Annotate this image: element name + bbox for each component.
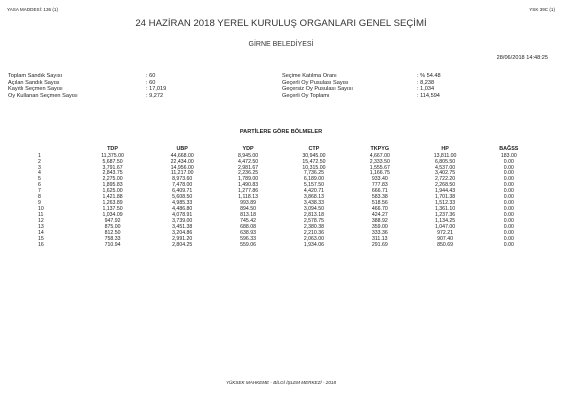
table-cell: 0.00 [503, 200, 514, 207]
table-cell: 0.00 [503, 218, 514, 225]
summary-value: : 9,272 [146, 92, 164, 99]
row-index: 12 [38, 218, 44, 225]
table-cell: 5,687.50 [102, 158, 123, 165]
table-cell: 183.00 [500, 152, 517, 159]
column-header [38, 146, 78, 154]
table-cell: 5,157.50 [303, 182, 325, 189]
table-cell: 2,722.20 [434, 176, 456, 183]
table-cell: 972.21 [437, 229, 454, 236]
table-cell: 0.00 [503, 182, 514, 189]
table-cell: 850.69 [437, 241, 454, 248]
table-cell: 3,868.13 [303, 194, 325, 201]
row-index: 14 [38, 229, 44, 236]
table-cell: 2,275.00 [102, 176, 123, 183]
table-cell: 4,472.50 [237, 158, 259, 165]
table-cell: 2,268.50 [434, 182, 456, 189]
table-cell: 559.06 [240, 241, 256, 248]
table-cell: 13,811.00 [433, 152, 457, 159]
table-cell: 2,813.18 [303, 212, 325, 219]
report-datetime: 28/06/2018 14:48:25 [496, 55, 548, 61]
column-header: CTP [308, 146, 320, 152]
table-cell: 1,277.86 [237, 188, 259, 195]
table-cell: 15,472.50 [302, 158, 326, 165]
table-cell: 0.00 [503, 158, 514, 165]
table-cell: 4,537.00 [434, 164, 456, 171]
column-header: BAĞSS [499, 146, 519, 152]
summary-value: : 60 [146, 79, 156, 86]
table-cell: 1,047.00 [434, 224, 456, 231]
table-cell: 1,512.33 [434, 200, 456, 207]
table-cell: 4,420.71 [303, 188, 325, 195]
summary-value: : 8,238 [417, 79, 435, 86]
summary-value: : 17,019 [146, 86, 167, 93]
table-cell: 1,134.25 [434, 218, 456, 225]
table-cell: 6,189.00 [303, 176, 325, 183]
table-cell: 1,555.67 [369, 164, 390, 171]
table-cell: 2,210.36 [303, 229, 325, 236]
table-cell: 3,094.50 [303, 206, 325, 213]
summary-label: Geçersiz Oy Pusulası Sayısı [282, 86, 353, 93]
table-cell: 2,843.75 [102, 170, 123, 177]
table-cell: 1,421.88 [102, 194, 123, 201]
table-cell: 7,478.00 [172, 182, 193, 189]
table-cell: 0.00 [503, 170, 514, 177]
table-cell: 583.38 [371, 194, 388, 201]
column-header: HP [441, 146, 449, 152]
table-cell: 2,063.00 [303, 235, 325, 242]
row-index: 1 [38, 152, 41, 159]
table-cell: 1,166.75 [369, 170, 390, 177]
row-index: 13 [38, 224, 44, 231]
summary-label: Geçerli Oy Pusulası Sayısı [282, 79, 349, 86]
table-cell: 875.00 [104, 224, 121, 231]
table-cell: 6,805.50 [434, 158, 456, 165]
table-cell: 0.00 [503, 241, 514, 248]
table-cell: 0.00 [503, 229, 514, 236]
table-row [38, 243, 538, 249]
column-header: UBP [176, 146, 188, 152]
summary-label: Seçime Katılma Oranı [282, 73, 337, 79]
table-cell: 22,434.00 [170, 158, 194, 165]
table-cell: 14,956.00 [170, 164, 194, 171]
table-cell: 1,237.36 [434, 212, 456, 219]
table-cell: 1,263.89 [102, 200, 123, 207]
table-cell: 1,034.09 [102, 212, 123, 219]
table-cell: 10,315.00 [302, 164, 326, 171]
table-cell: 638.93 [240, 229, 256, 236]
form-code-right: YSK 39C (1) [529, 7, 555, 12]
table-cell: 518.56 [371, 200, 388, 207]
table-cell: 2,804.25 [172, 241, 193, 248]
table-cell: 291.69 [371, 241, 388, 248]
row-index: 9 [38, 200, 41, 207]
table-cell: 44,668.00 [170, 152, 194, 159]
table-cell: 933.40 [371, 176, 388, 183]
table-cell: 3,402.75 [434, 170, 456, 177]
table-cell: 1,137.50 [102, 206, 123, 213]
table-cell: 5,608.50 [172, 194, 193, 201]
page-title: 24 HAZİRAN 2018 YEREL KURULUŞ ORGANLARI GENEL SEÇİMİ [135, 18, 427, 29]
table-cell: 424.27 [371, 212, 388, 219]
footer-text: YÜKSEK MAHKEME - BİLGİ İŞLEM MERKEZİ - 2018 [225, 380, 337, 385]
table-cell: 1,944.43 [434, 188, 456, 195]
summary-label: Geçerli Oy Toplamı [282, 92, 330, 99]
table-cell: 0.00 [503, 164, 514, 171]
table-cell: 8,945.00 [237, 152, 259, 159]
table-cell: 30,945.00 [302, 152, 326, 159]
table-cell: 2,333.50 [369, 158, 390, 165]
table-cell: 947.92 [104, 218, 121, 225]
table-cell: 758.33 [104, 235, 121, 242]
table-cell: 745.42 [240, 218, 256, 225]
table-cell: 11,217.00 [170, 170, 194, 177]
table-cell: 3,438.33 [303, 200, 325, 207]
table-cell: 1,701.38 [434, 194, 456, 201]
table-cell: 466.70 [371, 206, 388, 213]
table-cell: 4,078.91 [172, 212, 193, 219]
column-header: TDP [107, 146, 118, 152]
table-cell: 1,895.83 [102, 182, 123, 189]
table-cell: 4,486.80 [172, 206, 193, 213]
table-cell: 1,625.00 [102, 188, 123, 195]
row-index: 3 [38, 164, 41, 171]
table-cell: 0.00 [503, 194, 514, 201]
table-cell: 993.89 [240, 200, 256, 207]
table-cell: 359.00 [371, 224, 388, 231]
table-cell: 7,736.25 [303, 170, 325, 177]
table-cell: 1,490.83 [237, 182, 259, 189]
summary-value: : 114,594 [417, 92, 440, 99]
table-cell: 4,667.00 [369, 152, 390, 159]
municipality-name: GİRNE BELEDİYESİ [248, 41, 314, 48]
summary-label: Toplam Sandık Sayısı [8, 73, 63, 79]
column-header: YDP [242, 146, 254, 152]
table-cell: 2,578.75 [303, 218, 325, 225]
table-cell: 1,118.13 [238, 194, 258, 201]
table-cell: 6,409.71 [172, 188, 193, 195]
table-cell: 813.18 [240, 212, 256, 219]
row-index: 5 [38, 176, 41, 183]
table-cell: 0.00 [503, 212, 514, 219]
table-cell: 777.83 [371, 182, 388, 189]
row-index: 8 [38, 194, 41, 201]
legal-code-left: YASA MADDESİ: 136 (1) [7, 7, 58, 12]
row-index: 15 [38, 235, 44, 242]
table-cell: 3,791.67 [102, 164, 123, 171]
column-header: TKPYG [370, 146, 390, 152]
row-index: 7 [38, 188, 41, 195]
summary-value: : 60 [146, 73, 156, 79]
table-cell: 596.33 [240, 235, 256, 242]
table-cell: 894.50 [240, 206, 256, 213]
table-cell: 1,361.10 [434, 206, 456, 213]
row-index: 6 [38, 182, 41, 189]
table-cell: 666.71 [371, 188, 388, 195]
summary-value: : 1,034 [417, 86, 435, 93]
table-cell: 2,236.25 [237, 170, 259, 177]
table-cell: 0.00 [503, 188, 514, 195]
table-cell: 1,934.06 [303, 241, 325, 248]
table-cell: 710.94 [104, 241, 121, 248]
section-title: PARTİLERE GÖRE BÖLMELER [239, 129, 323, 135]
summary-label: Oy Kullanan Seçmen Sayısı [8, 92, 78, 99]
row-index: 10 [38, 206, 44, 213]
table-cell: 0.00 [503, 206, 514, 213]
row-index: 2 [38, 158, 41, 165]
table-cell: 333.36 [371, 229, 388, 236]
table-cell: 688.08 [240, 224, 256, 231]
summary-value: : % 54.48 [417, 73, 441, 79]
table-cell: 2,380.38 [303, 224, 325, 231]
row-index: 4 [38, 170, 41, 177]
row-index: 16 [38, 241, 44, 248]
table-cell: 3,739.00 [172, 218, 193, 225]
table-cell: 0.00 [503, 224, 514, 231]
summary-label: Kayıtlı Seçmen Sayısı [8, 86, 63, 93]
table-cell: 8,973.60 [172, 176, 193, 183]
table-cell: 388.92 [371, 218, 388, 225]
summary-label: Açılan Sandık Sayısı [8, 79, 60, 86]
table-cell: 1,789.00 [237, 176, 259, 183]
table-cell: 3,204.86 [172, 229, 193, 236]
table-body [38, 154, 538, 249]
table-cell: 907.40 [437, 235, 454, 242]
table-cell: 11,375.00 [101, 152, 124, 159]
table-cell: 4,985.33 [172, 200, 193, 207]
results-table [38, 146, 538, 249]
table-cell: 0.00 [503, 176, 514, 183]
table-cell: 812.50 [104, 229, 121, 236]
table-cell: 0.00 [503, 235, 514, 242]
table-cell: 2,981.67 [237, 164, 259, 171]
table-cell: 311.13 [372, 235, 388, 242]
table-cell: 3,451.38 [172, 224, 193, 231]
table-cell: 2,991.20 [172, 235, 193, 242]
row-index: 11 [38, 212, 44, 219]
